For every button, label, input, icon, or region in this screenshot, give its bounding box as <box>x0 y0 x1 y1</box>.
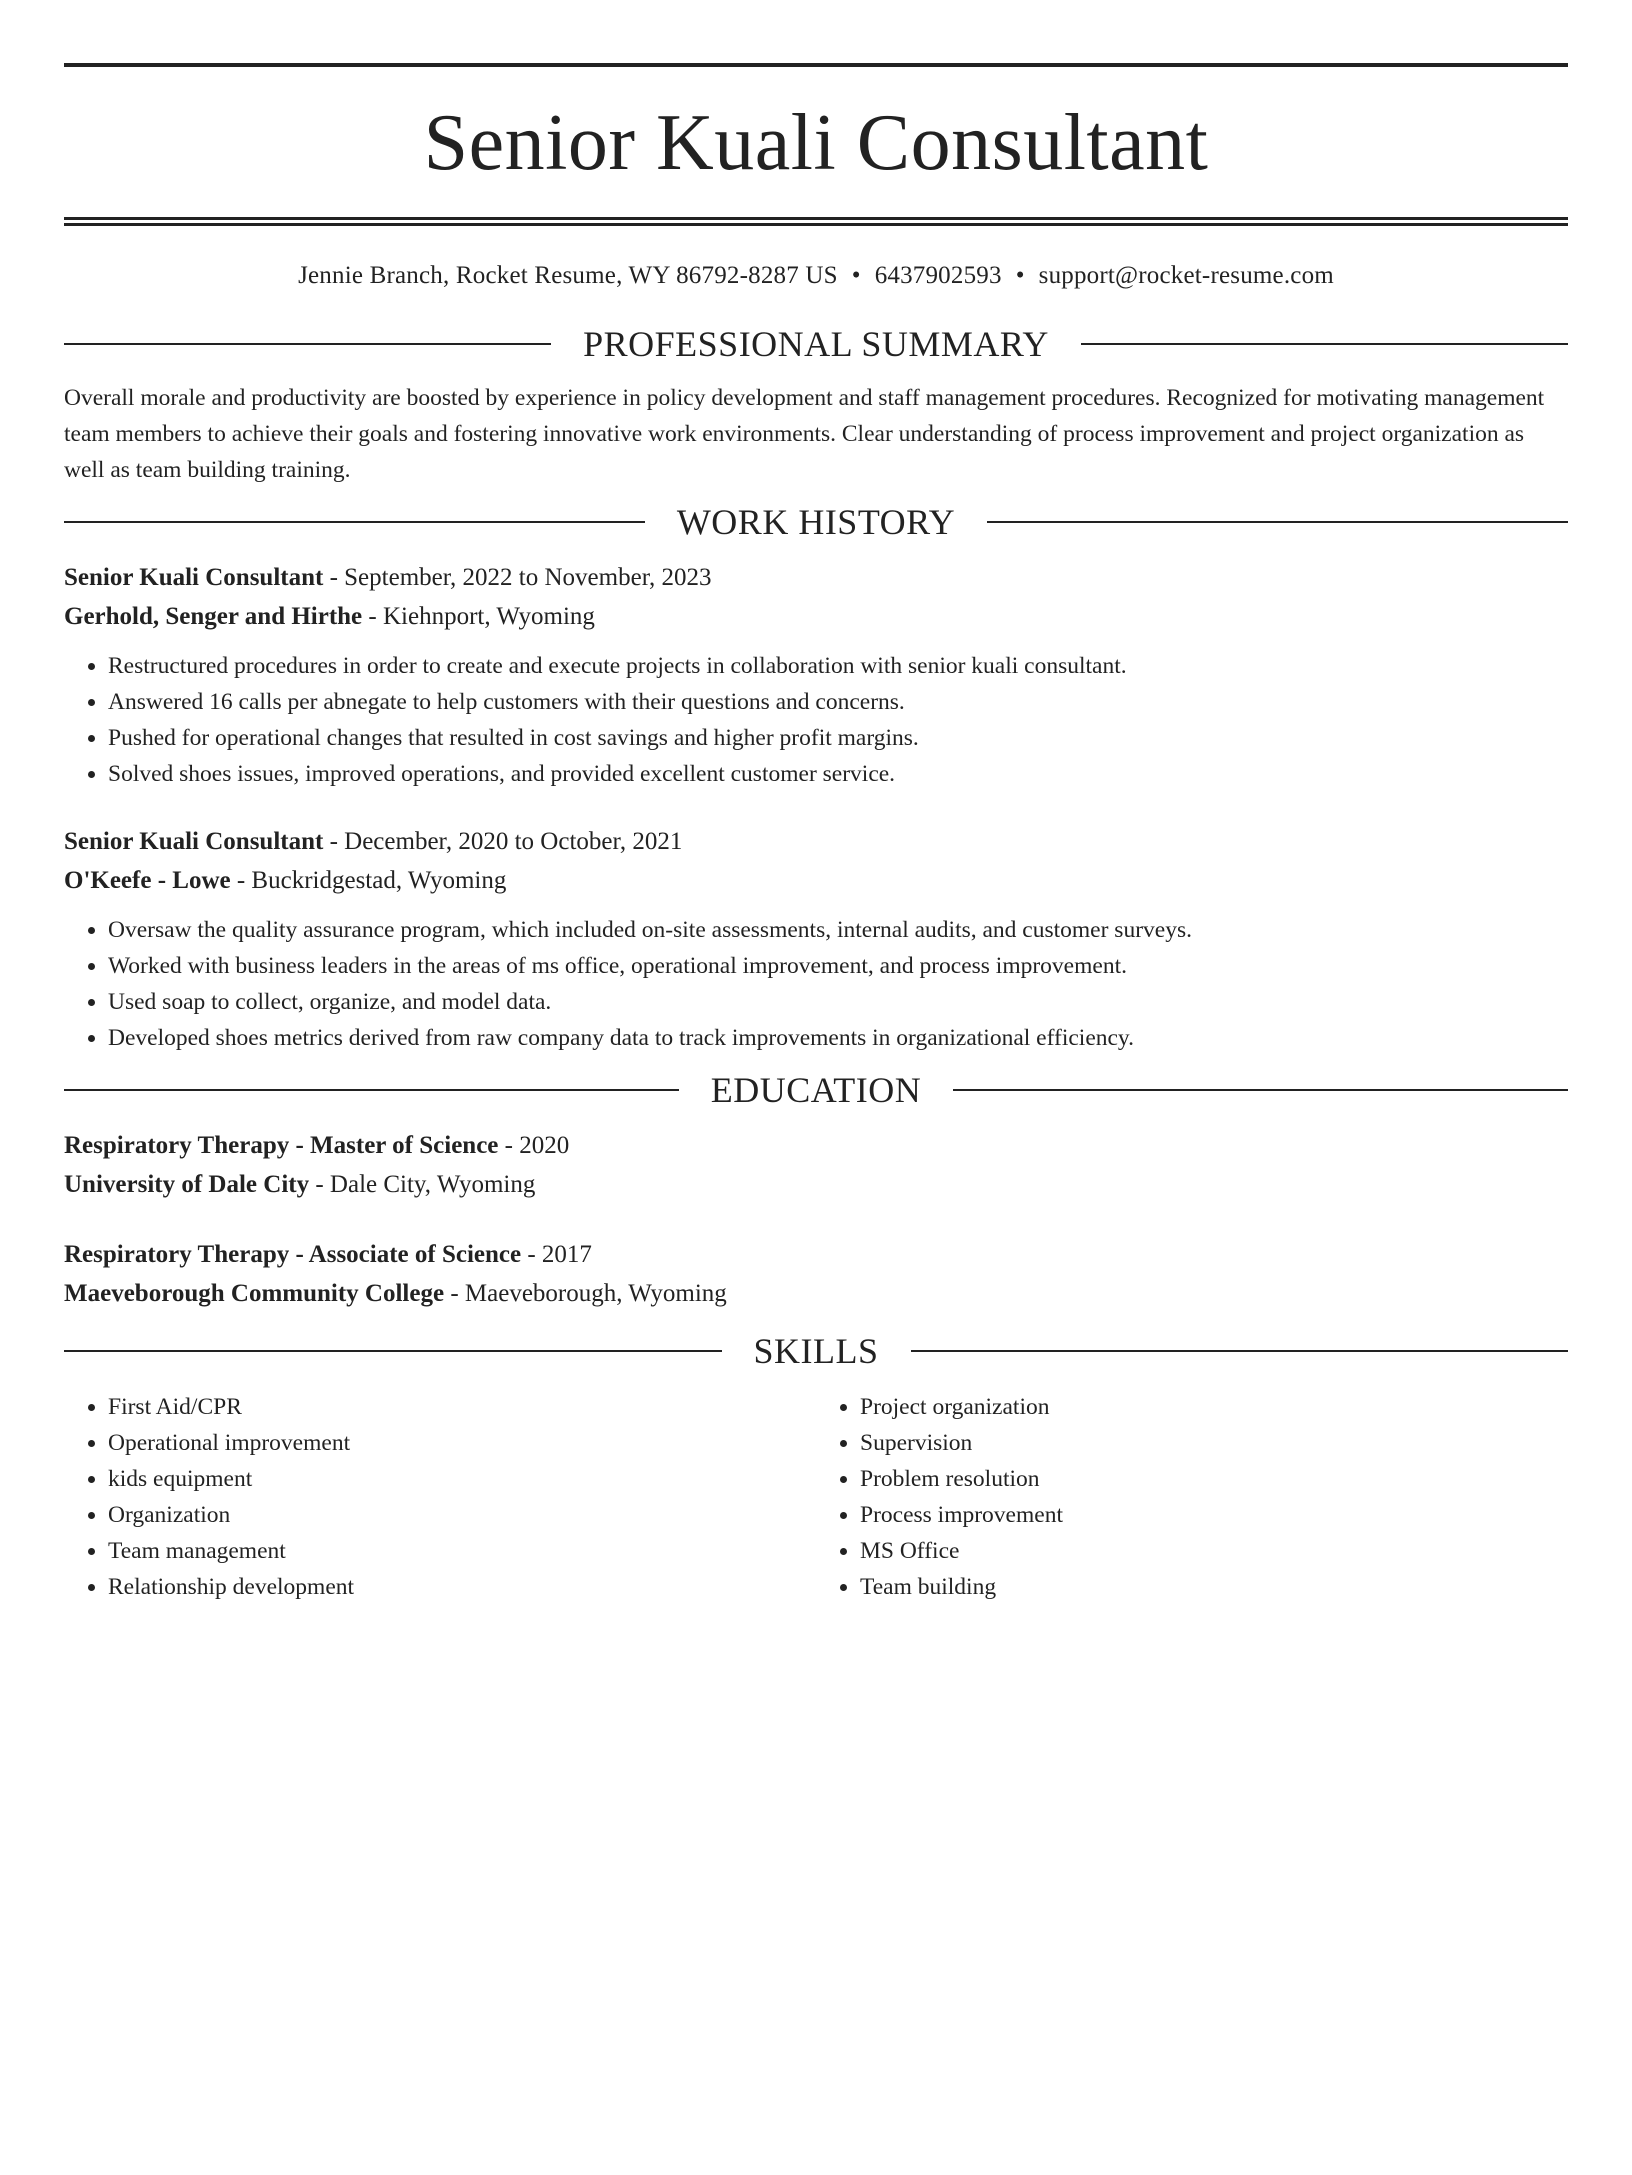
skills-section-header <box>64 1329 1568 1373</box>
job-bullet: • Restructured procedures in order to create and execute projects in collaboration with senior kuali consultant. <box>108 648 1568 684</box>
skill-item: • kids equipment <box>108 1461 816 1497</box>
degree-year: - 2017 <box>521 1241 592 1268</box>
skills-column-right <box>816 1389 1568 1605</box>
school-location: - Maeveborough, Wyoming <box>444 1280 727 1307</box>
section-rule <box>953 1089 1568 1091</box>
education-section-header <box>64 1068 1568 1112</box>
skills-list <box>64 1389 1568 1605</box>
section-rule <box>64 343 551 345</box>
school-line <box>64 1276 1568 1315</box>
section-rule <box>64 521 645 523</box>
job-bullet: • Worked with business leaders in the areas of ms office, operational improvement, and process improvement. <box>108 948 1568 984</box>
job-dates: - September, 2022 to November, 2023 <box>323 564 712 591</box>
job-bullets <box>64 912 1568 1056</box>
school: University of Dale City <box>64 1171 310 1198</box>
job-company-line <box>64 599 1568 638</box>
degree-year: - 2020 <box>498 1132 570 1159</box>
job-company: O'Keefe - Lowe <box>64 867 231 894</box>
skill-item: • Organization <box>108 1497 816 1533</box>
skill-item: • First Aid/CPR <box>108 1389 816 1425</box>
contact-line <box>64 260 1568 292</box>
job-dates: - December, 2020 to October, 2021 <box>323 828 683 855</box>
school: Maeveborough Community College <box>64 1280 445 1307</box>
section-rule <box>1081 343 1568 345</box>
job-bullets <box>64 648 1568 792</box>
contact-email: support@rocket-resume.com <box>1038 262 1334 289</box>
school-location: - Dale City, Wyoming <box>309 1171 536 1198</box>
skills-heading: SKILLS <box>753 1331 879 1371</box>
degree-line <box>64 1237 1568 1276</box>
degree: Respiratory Therapy - Master of Science <box>64 1132 499 1159</box>
job-bullet: • Developed shoes metrics derived from raw company data to track improvements in organizational efficiency. <box>108 1020 1568 1056</box>
skill-item: • Supervision <box>860 1425 1568 1461</box>
job-company: Gerhold, Senger and Hirthe <box>64 603 363 630</box>
skill-item: • Relationship development <box>108 1569 816 1605</box>
job-entry <box>64 824 1568 1056</box>
school-line <box>64 1167 1568 1206</box>
skill-item: • MS Office <box>860 1533 1568 1569</box>
contact-separator: • <box>851 262 861 289</box>
job-bullet: • Answered 16 calls per abnegate to help customers with their questions and concerns. <box>108 684 1568 720</box>
job-location: - Kiehnport, Wyoming <box>362 603 595 630</box>
section-rule <box>987 521 1568 523</box>
work-section-header <box>64 500 1568 544</box>
job-title-line <box>64 560 1568 599</box>
skill-item: • Team management <box>108 1533 816 1569</box>
job-bullet: • Pushed for operational changes that resulted in cost savings and higher profit margins. <box>108 720 1568 756</box>
work-heading: WORK HISTORY <box>676 502 956 542</box>
job-bullet: • Used soap to collect, organize, and model data. <box>108 984 1568 1020</box>
summary-text: Overall morale and productivity are boosted by experience in policy development and staff management procedures. Recognized for motivating management team members to achieve their goals and fostering innovative work environments. Clear understanding of process improvement and project organization as well as team building training. <box>64 385 1545 483</box>
section-rule <box>64 1089 679 1091</box>
resume-page <box>0 63 1632 2175</box>
degree-line <box>64 1128 1568 1167</box>
job-title-line <box>64 824 1568 863</box>
contact-address: Jennie Branch, Rocket Resume, WY 86792-8287 US <box>298 262 838 289</box>
job-bullet: • Solved shoes issues, improved operations, and provided excellent customer service. <box>108 756 1568 792</box>
skill-item: • Team building <box>860 1569 1568 1605</box>
education-heading: EDUCATION <box>710 1070 922 1110</box>
section-rule <box>64 1350 722 1352</box>
job-bullet: • Oversaw the quality assurance program, which included on-site assessments, internal audits, and customer surveys. <box>108 912 1568 948</box>
contact-separator: • <box>1015 262 1025 289</box>
job-location: - Buckridgestad, Wyoming <box>230 867 507 894</box>
degree: Respiratory Therapy - Associate of Science <box>64 1241 522 1268</box>
section-rule <box>911 1350 1569 1352</box>
summary-section-header <box>64 322 1568 366</box>
top-rule <box>64 63 1568 67</box>
skills-column-left <box>64 1389 816 1605</box>
skill-item: • Problem resolution <box>860 1461 1568 1497</box>
education-entry <box>64 1128 1568 1206</box>
resume-title: Senior Kuali Consultant <box>423 99 1209 187</box>
contact-phone: 6437902593 <box>874 262 1002 289</box>
job-company-line <box>64 863 1568 902</box>
title-double-rule <box>64 217 1568 226</box>
job-title: Senior Kuali Consultant <box>64 828 324 855</box>
skill-item: • Operational improvement <box>108 1425 816 1461</box>
job-title: Senior Kuali Consultant <box>64 564 324 591</box>
skill-item: • Project organization <box>860 1389 1568 1425</box>
education-entry <box>64 1237 1568 1315</box>
summary-heading: PROFESSIONAL SUMMARY <box>583 324 1049 364</box>
job-entry <box>64 560 1568 792</box>
skill-item: • Process improvement <box>860 1497 1568 1533</box>
